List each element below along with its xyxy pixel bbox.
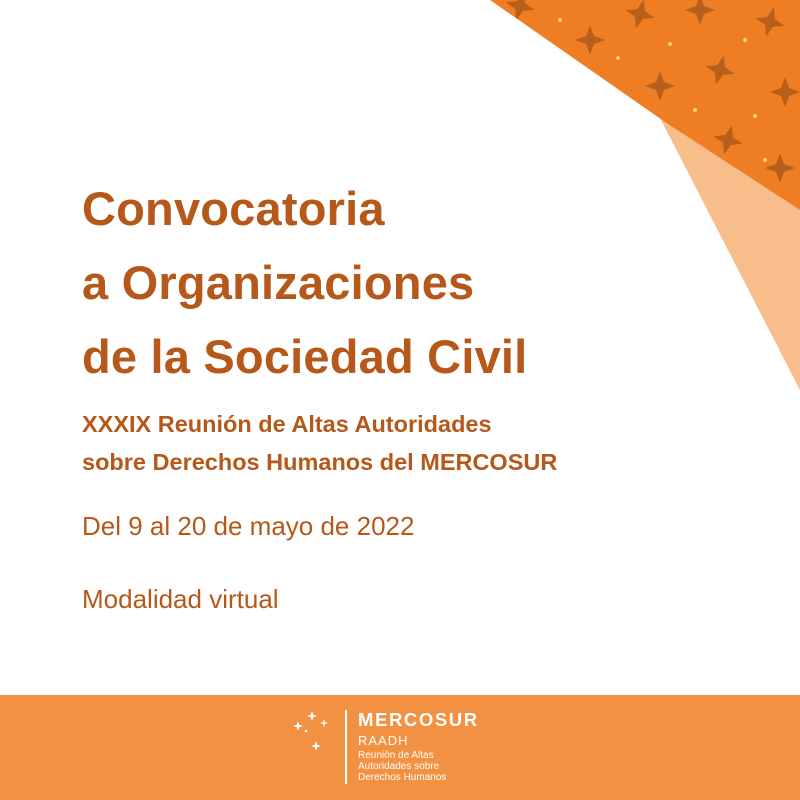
spark-icon — [616, 56, 620, 60]
headline-line: Convocatoria — [82, 182, 385, 235]
headline — [82, 172, 527, 394]
headline-line: a Organizaciones — [82, 256, 475, 309]
spark-icon — [763, 158, 767, 162]
logo-divider — [345, 710, 347, 784]
logo-brand: MERCOSUR — [358, 709, 479, 730]
dark-triangle — [490, 0, 800, 210]
spark-icon — [743, 38, 747, 42]
logo-acronym: RAADH — [358, 733, 409, 748]
event-dates: Del 9 al 20 de mayo de 2022 — [82, 511, 415, 541]
event-modality: Modalidad virtual — [82, 584, 279, 614]
spark-icon — [668, 42, 672, 46]
logo-caption-line: Autoridades sobre — [358, 761, 440, 772]
event-subtitle — [82, 405, 557, 481]
spark-icon — [753, 114, 757, 118]
southern-cross-stars-icon — [290, 703, 336, 757]
spark-icon — [693, 108, 697, 112]
logo-caption-line: Derechos Humanos — [358, 772, 447, 783]
subtitle-line: XXXIX Reunión de Altas Autoridades — [82, 411, 492, 437]
logo-caption — [358, 750, 446, 783]
spark-icon — [558, 18, 562, 22]
subtitle-line: sobre Derechos Humanos del MERCOSUR — [82, 449, 558, 475]
logo-caption-line: Reunión de Altas — [358, 750, 434, 761]
headline-line: de la Sociedad Civil — [82, 330, 528, 383]
